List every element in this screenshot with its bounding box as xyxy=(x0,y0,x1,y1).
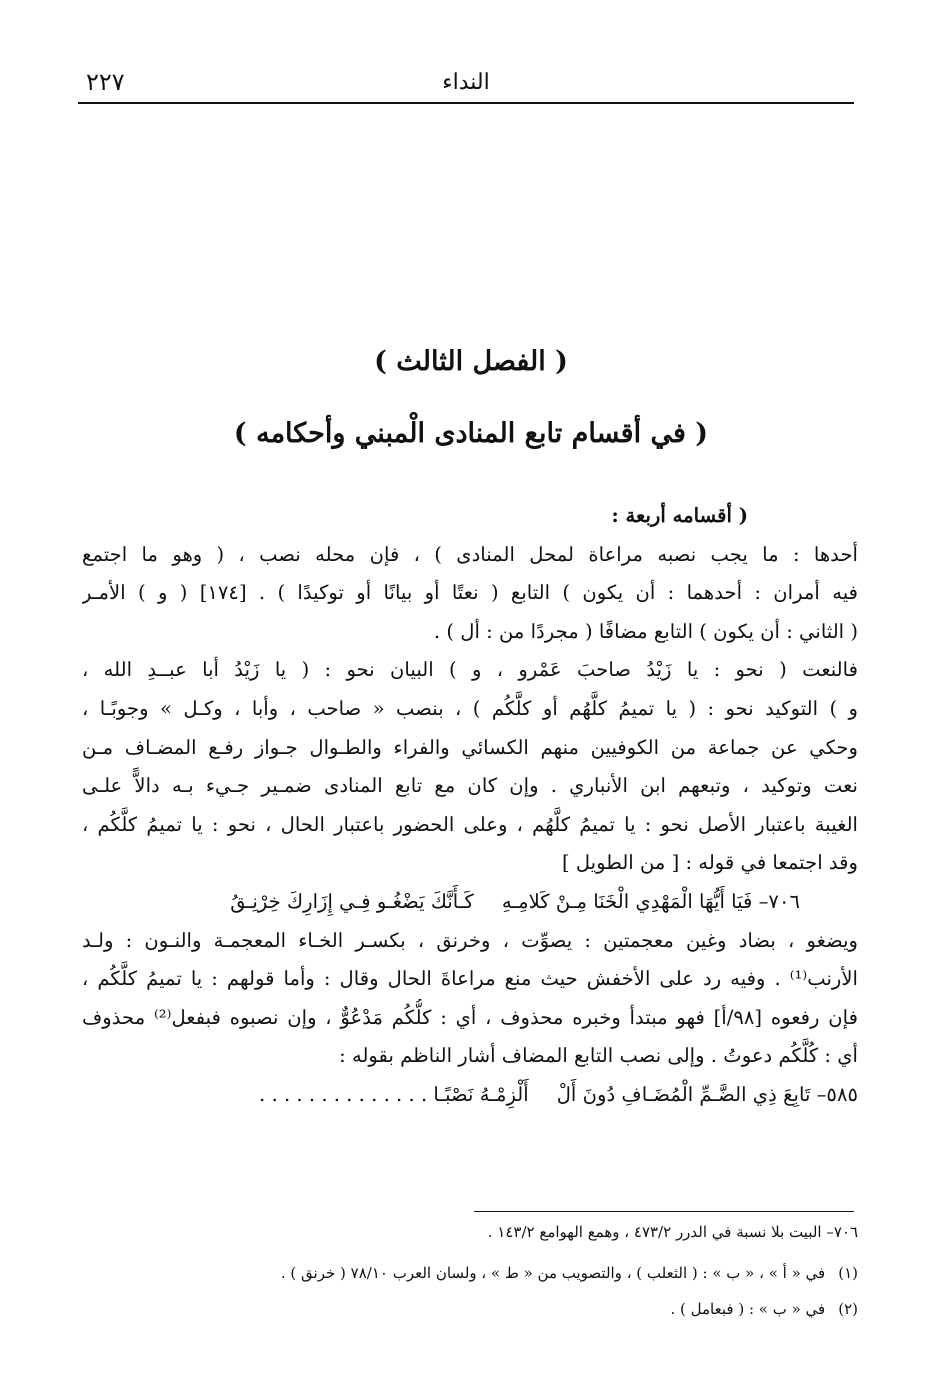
text-line: الأرنب⁽¹⁾ . وفيه رد على الأخفش حيث منع مراعاةَ الحال وقال : وأما قولهم : يا تميمُ كلَّكُم ، xyxy=(82,967,858,991)
text-line: ( الثاني : أن يكون ) التابع مضافًا ( مجردًا من : أل ) . xyxy=(433,619,858,643)
footnote-2-number: (٢) xyxy=(838,1300,858,1318)
footnote-1-text: في « أ » ، « ب » : ( الثعلب ) ، والتصويب من « ط » ، ولسان العرب ٧٨/١٠ ( خرنق ) . xyxy=(280,1264,826,1282)
footnote-2-text: في « ب » : ( فبعامل ) . xyxy=(670,1300,826,1318)
main-text xyxy=(82,497,858,1115)
chapter-title: ( الفصل الثالث ) xyxy=(374,346,568,377)
verse-585 xyxy=(82,1076,858,1115)
footnote-1 xyxy=(82,1262,858,1284)
footnote-2 xyxy=(82,1298,858,1320)
header-title: النداء xyxy=(442,70,490,95)
running-header xyxy=(78,66,854,104)
text-line: فيه أمران : أحدهما : أن يكون ) التابع ( نعتًا أو بيانًا أو توكيدًا ) . [١٧٤] ( و ) الأمـر xyxy=(82,581,858,605)
chapter-subtitle: ( في أقسام تابع المنادى الْمبني وأحكامه ) xyxy=(233,418,709,449)
text-line: وقد اجتمعا في قوله : [ من الطويل ] xyxy=(561,851,858,875)
text-line: فإن رفعوه [٩٨/أ] فهو مبتدأ وخبره محذوف ، أي : كلُّكُم مَدْعُوٌّ ، وإن نصبوه فبفعل⁽²⁾ محذوف xyxy=(82,1005,858,1029)
text-line: وحكي عن جماعة من الكوفيين منهم الكسائي والفراء والطـوال جـواز رفـع المضـاف مـن xyxy=(82,735,858,759)
text-line: الغيبة باعتبار الأصل نحو : يا تميمُ كلَّهُم ، وعلى الحضور باعتبار الحال ، نحو : يا تميمُ كلَّكُم ، xyxy=(82,812,858,836)
footnote-divider xyxy=(474,1211,854,1212)
text-line: و ) التوكيد نحو : ( يا تميمُ كلَّهُم أو كلَّكُم ) ، بنصب « صاحب ، وأبا ، وكـل » وجوبًـا ، xyxy=(82,696,858,720)
verse-585-second-half: أَلْزِمْـهُ نَصْبًـا . . . . . . . . . . . . . . xyxy=(259,1082,529,1106)
verse-585-first-half: ٥٨٥– تَابِعَ ذِي الضَّـمِّ الْمُضَـافِ دُونَ أَلْ xyxy=(556,1082,858,1106)
text-line: ويضغو ، بضاد وغين معجمتين : يصوِّت ، وخرنق ، بكسـر الخـاء المعجمـة والنـون : ولـد xyxy=(82,928,858,952)
verse-706-first-half: ٧٠٦– فَيَا أَيُّهَا الْمَهْدِي الْخَنَا مِـنْ كَلامِـهِ xyxy=(501,889,800,913)
text-line: ( أقسامه أربعة : xyxy=(611,504,748,527)
verse-706 xyxy=(82,883,858,922)
page-number: ٢٢٧ xyxy=(86,68,125,96)
footnote-1-number: (١) xyxy=(838,1264,858,1282)
text-line: أي : كُلَّكُم دعوتُ . وإلى نصب التابع المضاف أشار الناظم بقوله : xyxy=(339,1044,858,1068)
text-line: أحدها : ما يجب نصبه مراعاة لمحل المنادى ) ، فإن محله نصب ، ( وهو ما اجتمع xyxy=(82,542,858,566)
text-line: فالنعت ( نحو : يا زَيْدُ صاحبَ عَمْرو ، و ) البيان نحو : ( يا زَيْدُ أبا عبــدِ الله ، xyxy=(82,658,858,682)
footnote-706: ٧٠٦– البيت بلا نسبة في الدرر ٤٧٣/٢ ، وهمع الهوامع ١٤٣/٢ . xyxy=(487,1223,858,1241)
text-line: نعت وتوكيد ، وتبعهم ابن الأنباري . وإن كان مع تابع المنادى ضمـير جـيء بـه دالاًّ علـى xyxy=(82,774,858,798)
verse-706-second-half: كَـأَنَّكَ يَضْغُـو فِـي إِزَارِكَ خِرْنِـقُ xyxy=(230,889,474,913)
